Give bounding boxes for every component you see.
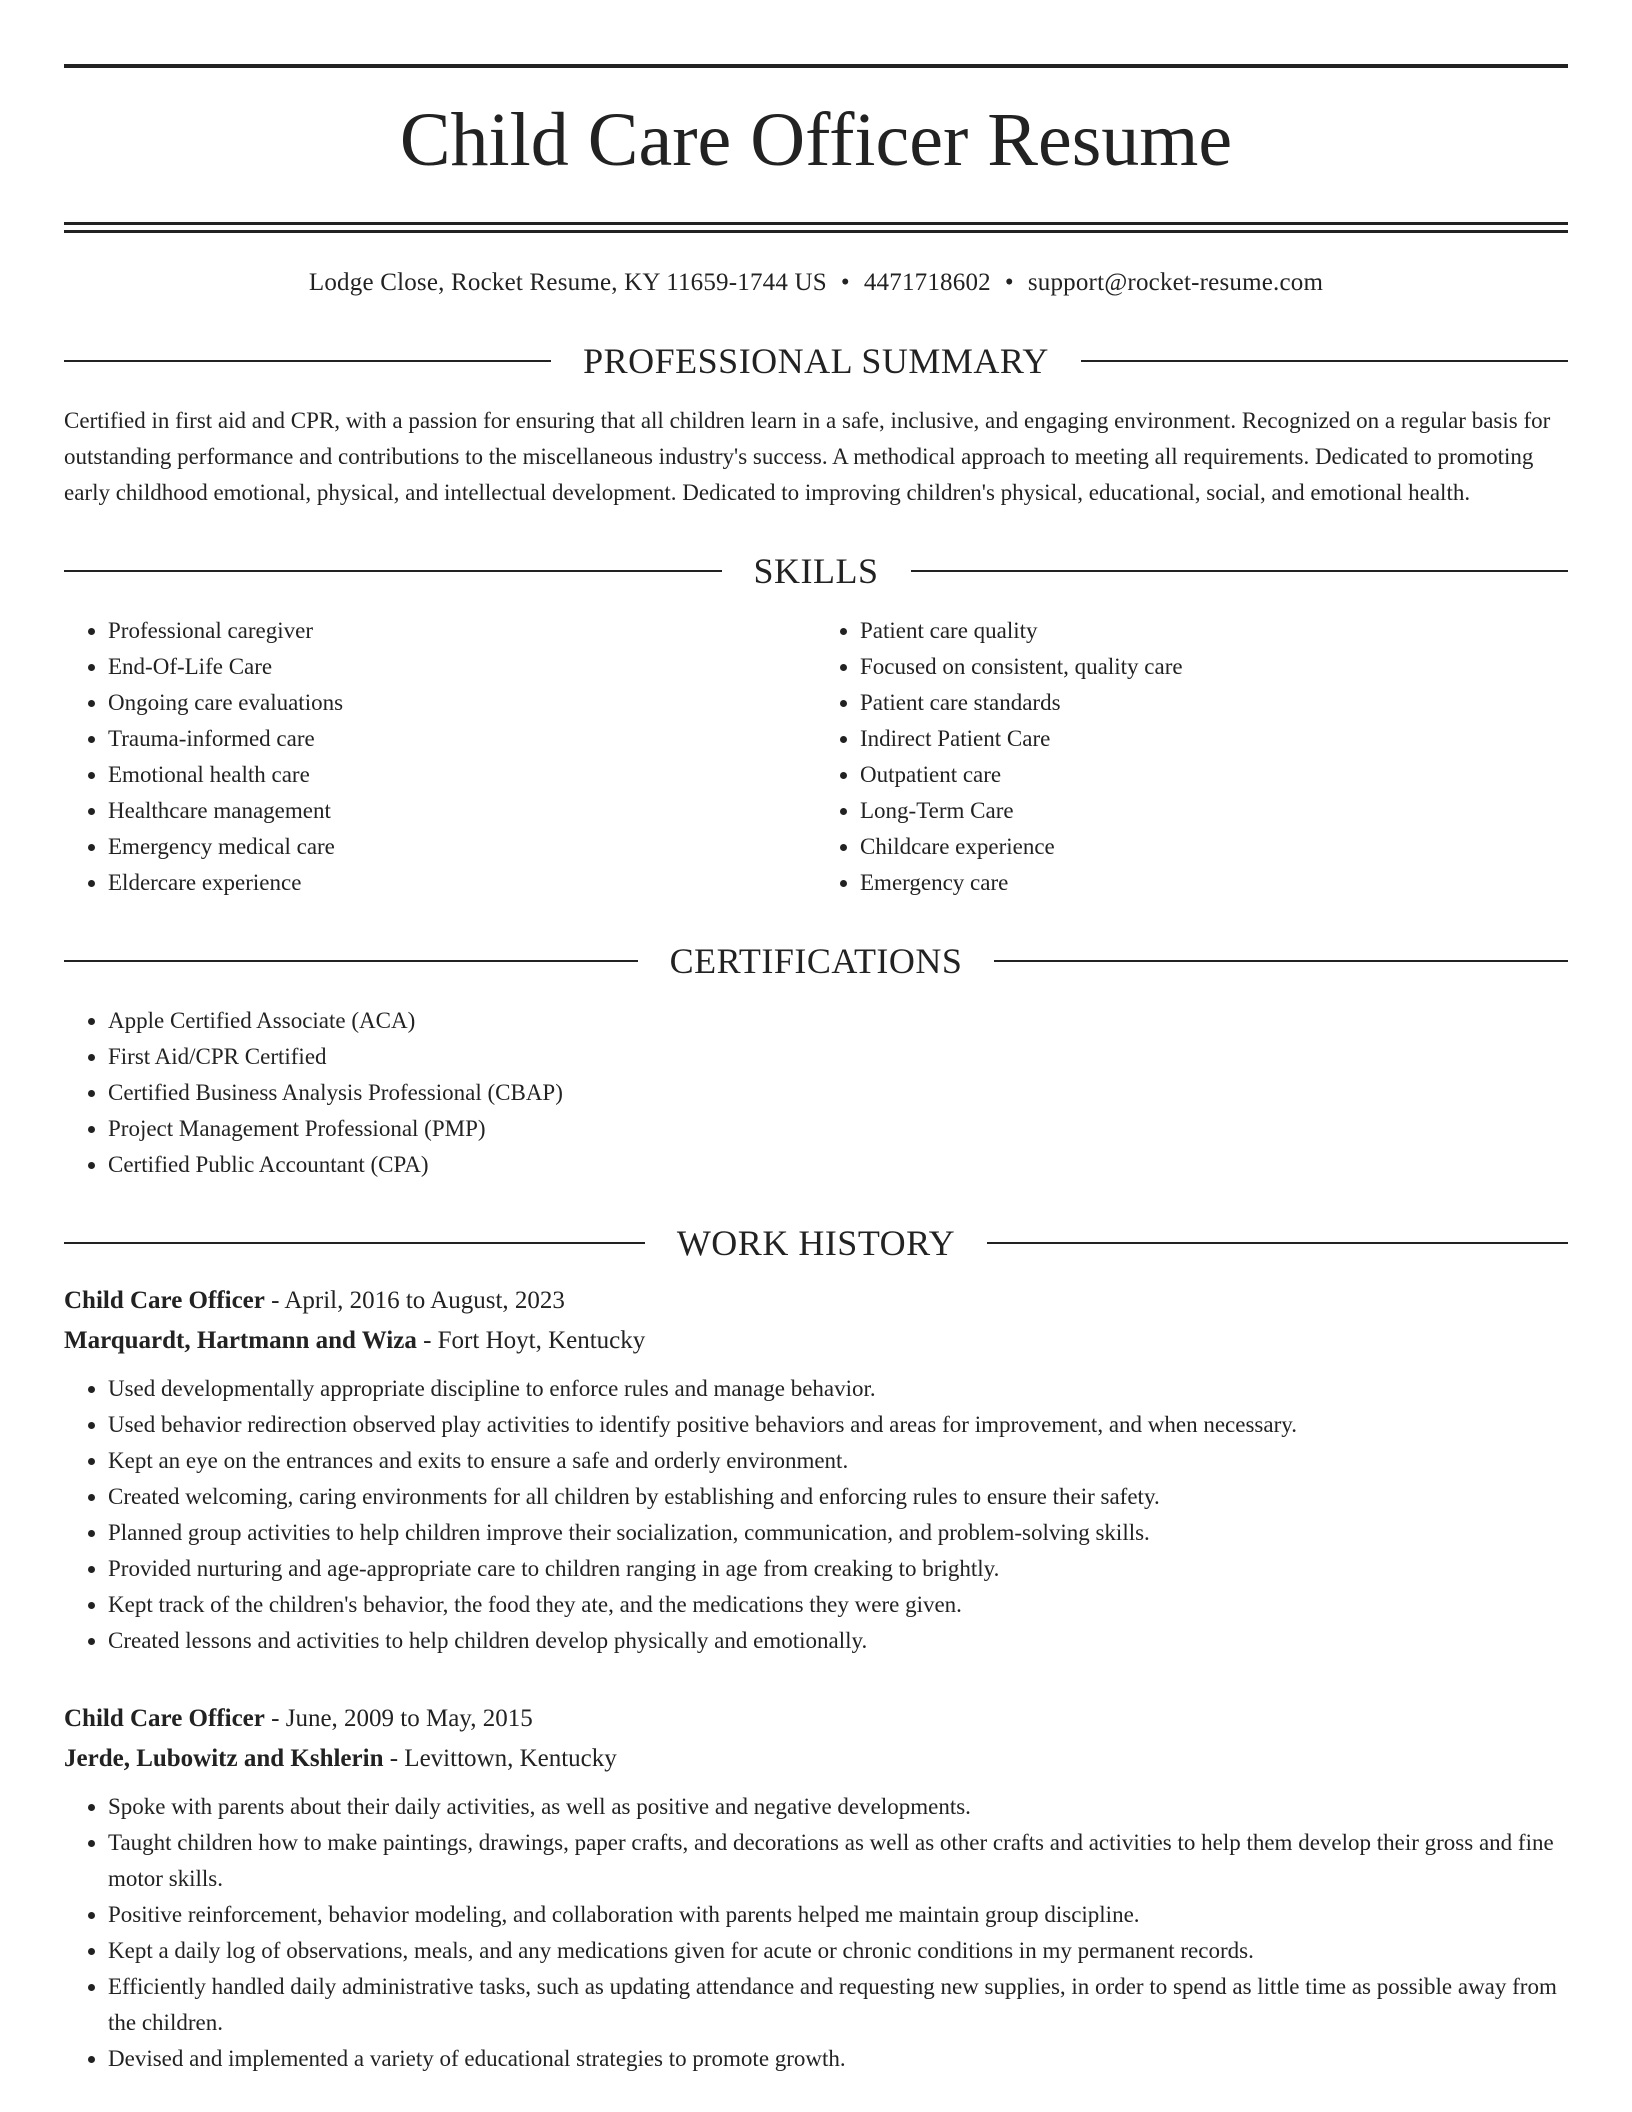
skill-item: • Ongoing care evaluations xyxy=(108,685,816,721)
section-header-skills xyxy=(64,551,1568,591)
job-duties-list xyxy=(64,1371,1568,1659)
skill-item: • Patient care quality xyxy=(860,613,1568,649)
skill-item: • Outpatient care xyxy=(860,757,1568,793)
skill-item: • Eldercare experience xyxy=(108,865,816,901)
job-duty: • Created lessons and activities to help children develop physically and emotionally. xyxy=(108,1623,1568,1659)
job-duty: • Used developmentally appropriate discipline to enforce rules and manage behavior. xyxy=(108,1371,1568,1407)
professional-summary: Certified in first aid and CPR, with a passion for ensuring that all children learn in a safe, inclusive, and engaging environment. Recognized on a regular basis for outstanding performance and contributions to the miscellaneous industry's success. A methodical approach to meeting all requirements. Dedicated to promoting early childhood emotional, physical, and intellectual development. Dedicated to improving children's physical, educational, social, and emotional health. xyxy=(64,408,1551,505)
contact-line xyxy=(64,269,1568,301)
section-title: SKILLS xyxy=(753,551,879,591)
contact-separator: • xyxy=(840,269,850,296)
job-company: Jerde, Lubowitz and Kshlerin xyxy=(64,1745,384,1772)
job-duty: • Devised and implemented a variety of educational strategies to promote growth. xyxy=(108,2041,1568,2077)
certification-item: • First Aid/CPR Certified xyxy=(108,1039,1568,1075)
job-company-line xyxy=(64,1321,1568,1361)
certification-item: • Certified Business Analysis Professional (CBAP) xyxy=(108,1075,1568,1111)
skill-item: • Professional caregiver xyxy=(108,613,816,649)
section-title: PROFESSIONAL SUMMARY xyxy=(583,341,1049,381)
job-title: Child Care Officer xyxy=(64,1705,265,1732)
skills-list-left xyxy=(64,613,816,901)
contact-email: support@rocket-resume.com xyxy=(1027,269,1324,296)
job-duty: • Kept a daily log of observations, meals, and any medications given for acute or chronic conditions in my permanent records. xyxy=(108,1933,1568,1969)
job-duty: • Kept an eye on the entrances and exits to ensure a safe and orderly environment. xyxy=(108,1443,1568,1479)
section-rule xyxy=(987,1242,1568,1244)
skill-item: • Healthcare management xyxy=(108,793,816,829)
skill-item: • End-Of-Life Care xyxy=(108,649,816,685)
top-rule xyxy=(64,64,1568,68)
skill-item: • Childcare experience xyxy=(860,829,1568,865)
contact-separator: • xyxy=(1004,269,1014,296)
job-dates: - June, 2009 to May, 2015 xyxy=(264,1705,533,1732)
section-rule xyxy=(994,960,1568,962)
skill-item: • Long-Term Care xyxy=(860,793,1568,829)
page-title: Child Care Officer Resume xyxy=(399,98,1233,182)
section-title: WORK HISTORY xyxy=(676,1223,956,1263)
certification-item: • Project Management Professional (PMP) xyxy=(108,1111,1568,1147)
section-header-summary xyxy=(64,341,1568,381)
job-duties-list xyxy=(64,1789,1568,2077)
job-duty: • Kept track of the children's behavior, the food they ate, and the medications they were given. xyxy=(108,1587,1568,1623)
skill-item: • Indirect Patient Care xyxy=(860,721,1568,757)
certification-item: • Apple Certified Associate (ACA) xyxy=(108,1003,1568,1039)
job-duty: • Positive reinforcement, behavior modeling, and collaboration with parents helped me maintain group discipline. xyxy=(108,1897,1568,1933)
job-duty: • Created welcoming, caring environments for all children by establishing and enforcing rules to ensure their safety. xyxy=(108,1479,1568,1515)
section-title: CERTIFICATIONS xyxy=(669,941,963,981)
resume-page xyxy=(64,64,1568,2077)
job-duty: • Planned group activities to help children improve their socialization, communication, and problem-solving skills. xyxy=(108,1515,1568,1551)
job-duty: • Efficiently handled daily administrative tasks, such as updating attendance and requesting new supplies, in order to spend as little time as possible away from the children. xyxy=(108,1969,1568,2041)
section-header-certifications xyxy=(64,941,1568,981)
job-location: - Levittown, Kentucky xyxy=(383,1745,617,1772)
job-title-line xyxy=(64,1699,1568,1739)
contact-address: Lodge Close, Rocket Resume, KY 11659-1744 US xyxy=(308,269,827,296)
job-company-line xyxy=(64,1739,1568,1779)
certification-item: • Certified Public Accountant (CPA) xyxy=(108,1147,1568,1183)
skill-item: • Patient care standards xyxy=(860,685,1568,721)
skills-columns xyxy=(64,613,1568,901)
section-rule xyxy=(911,570,1569,572)
certifications-list xyxy=(64,1003,1568,1183)
job-location: - Fort Hoyt, Kentucky xyxy=(416,1327,646,1354)
section-header-work-history xyxy=(64,1223,1568,1263)
contact-phone: 4471718602 xyxy=(863,269,991,296)
section-rule xyxy=(64,1242,645,1244)
skill-item: • Emergency medical care xyxy=(108,829,816,865)
skills-list-right xyxy=(816,613,1568,901)
job-entry xyxy=(64,1281,1568,1659)
job-title-line xyxy=(64,1281,1568,1321)
job-duty: • Used behavior redirection observed play activities to identify positive behaviors and areas for improvement, and when necessary. xyxy=(108,1407,1568,1443)
job-company: Marquardt, Hartmann and Wiza xyxy=(64,1327,417,1354)
section-rule xyxy=(64,570,722,572)
skill-item: • Focused on consistent, quality care xyxy=(860,649,1568,685)
section-rule xyxy=(64,960,638,962)
job-duty: • Taught children how to make paintings, drawings, paper crafts, and decorations as well as other crafts and activities to help them develop their gross and fine motor skills. xyxy=(108,1825,1568,1897)
job-duty: • Spoke with parents about their daily activities, as well as positive and negative developments. xyxy=(108,1789,1568,1825)
title-double-rule xyxy=(64,222,1568,233)
section-rule xyxy=(64,360,551,362)
job-title: Child Care Officer xyxy=(64,1287,265,1314)
job-duty: • Provided nurturing and age-appropriate care to children ranging in age from creaking to brightly. xyxy=(108,1551,1568,1587)
job-entry xyxy=(64,1699,1568,2077)
skill-item: • Emergency care xyxy=(860,865,1568,901)
section-rule xyxy=(1081,360,1568,362)
skill-item: • Emotional health care xyxy=(108,757,816,793)
job-dates: - April, 2016 to August, 2023 xyxy=(264,1287,565,1314)
skill-item: • Trauma-informed care xyxy=(108,721,816,757)
